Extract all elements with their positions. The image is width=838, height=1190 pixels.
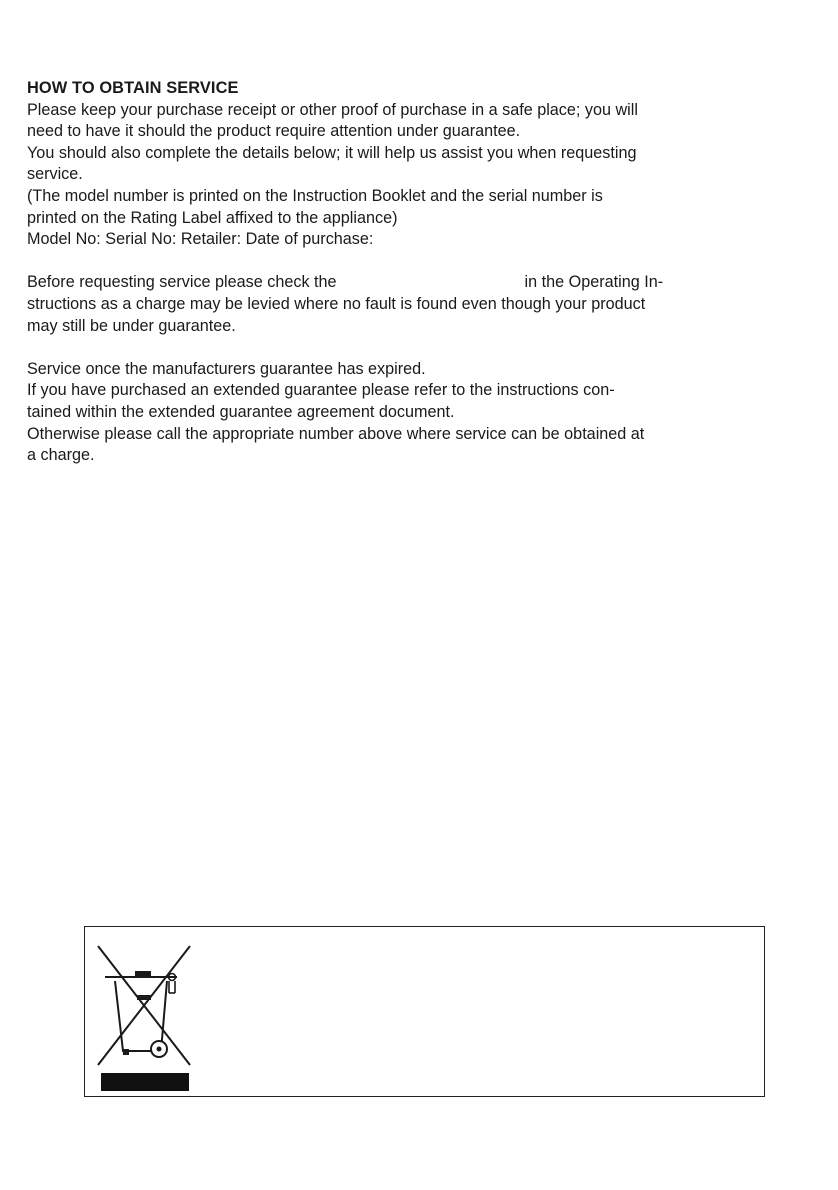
para2-line1-start: Before requesting service please check the: [27, 273, 337, 292]
para1-line: need to have it should the product require attention under guarantee.: [27, 122, 521, 141]
para3-line: If you have purchased an extended guarantee please refer to the instructions con-: [27, 381, 615, 400]
para2-line: structions as a charge may be levied where no fault is found even though your product: [27, 294, 646, 313]
para1-line: printed on the Rating Label affixed to the appliance): [27, 208, 398, 227]
service-section: [27, 78, 727, 467]
para1-line: (The model number is printed on the Instruction Booklet and the serial number is: [27, 186, 603, 205]
paragraph-gap: [27, 337, 727, 359]
model-serial-line: Model No: Serial No: Retailer: Date of purchase:: [27, 230, 374, 249]
para3-line: a charge.: [27, 446, 95, 465]
para2-line: [27, 272, 727, 294]
para2-line: may still be under guarantee.: [27, 316, 236, 335]
crossed-out-wheelie-bin-icon: [95, 943, 191, 1091]
para1-line: Please keep your purchase receipt or other proof of purchase in a safe place; you will: [27, 100, 638, 119]
para1-line: You should also complete the details below; it will help us assist you when requesting: [27, 143, 637, 162]
weee-notice-box: [84, 926, 765, 1097]
para3-line: tained within the extended guarantee agreement document.: [27, 402, 455, 421]
para2-line1-end: in the Operating In-: [524, 273, 664, 292]
service-heading: HOW TO OBTAIN SERVICE: [27, 79, 239, 97]
para3-line: Otherwise please call the appropriate number above where service can be obtained at: [27, 424, 645, 443]
para3-line: Service once the manufacturers guarantee has expired.: [27, 359, 426, 378]
paragraph-gap: [27, 251, 727, 273]
para1-line: service.: [27, 165, 83, 184]
